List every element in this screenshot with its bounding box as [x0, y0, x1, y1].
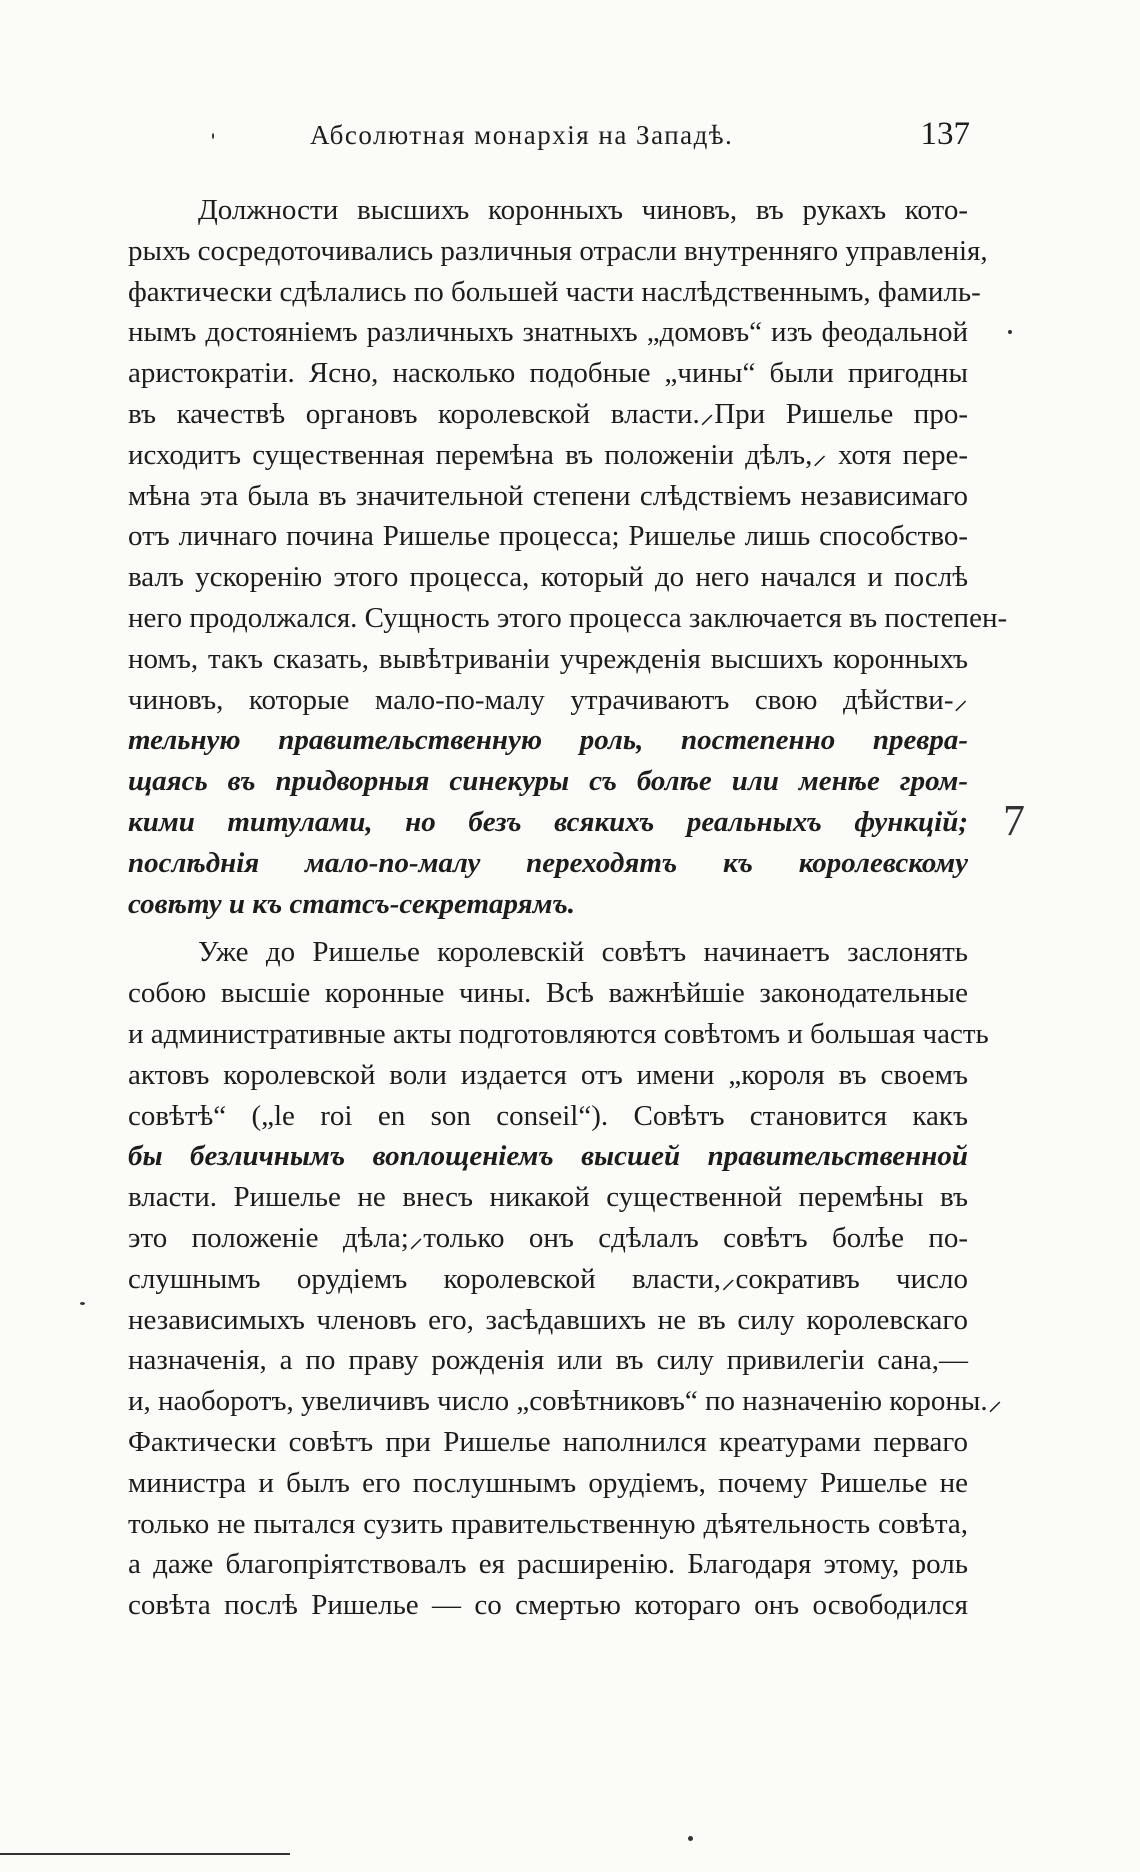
italic-line: тельную правительственную роль, постепенно превра- — [128, 724, 968, 757]
text-line: Фактически совѣтъ при Ришелье наполнился креатурами перваго — [128, 1425, 968, 1458]
text-line: фактически сдѣлались по большей части наслѣдственнымъ, фамиль- — [128, 275, 981, 308]
text-line: назначенія, а по праву рожденія или въ силу привилегіи сана,— — [128, 1344, 968, 1377]
text-line — [128, 843, 968, 884]
ink-speck — [80, 1302, 85, 1305]
italic-line: послѣднія мало-по-малу переходятъ къ королевскому — [128, 846, 968, 879]
text-line — [128, 761, 968, 802]
ink-speck — [212, 133, 214, 139]
text-line — [128, 802, 968, 843]
italic-line: совѣту и къ статсъ-секретарямъ. — [128, 887, 575, 920]
italic-line: бы безличнымъ воплощеніемъ высшей правительственной — [128, 1140, 968, 1173]
text-line: мѣна эта была въ значительной степени слѣдствіемъ независимаго — [128, 479, 968, 512]
text-line: номъ, такъ сказать, вывѣтриваніи учрежденія высшихъ коронныхъ — [128, 642, 968, 675]
text-line: Уже до Ришелье королевскій совѣтъ начинаетъ заслонять — [198, 936, 968, 969]
running-title: Абсолютная монархія на Западѣ. — [310, 120, 734, 150]
text-line: чиновъ, которые мало-по-малу утрачиваютъ свою дѣйстви-⸝ — [128, 683, 968, 716]
text-line: это положеніе дѣла;⸝только онъ сдѣлалъ совѣтъ болѣе по- — [128, 1221, 968, 1254]
text-line: исходитъ существенная перемѣна въ положеніи дѣлъ,⸝ хотя пере- — [128, 438, 968, 471]
text-line: въ качествѣ органовъ королевской власти.⸝При Ришелье про- — [128, 397, 968, 430]
text-line: только не пытался сузить правительственную дѣятельность совѣта, — [128, 1507, 968, 1540]
margin-note: 7 — [1003, 796, 1025, 845]
text-line: независимыхъ членовъ его, засѣдавшихъ не въ силу королевскаго — [128, 1303, 968, 1336]
text-line: а даже благопріятствовалъ ея расширенію. Благодаря этому, роль — [128, 1548, 968, 1581]
ink-speck — [1008, 330, 1012, 334]
text-line — [128, 720, 968, 761]
ink-speck — [688, 1836, 693, 1841]
italic-line: кими титулами, но безъ всякихъ реальныхъ функцій; — [128, 805, 968, 838]
italic-line: щаясь въ придворныя синекуры съ болѣе или менѣе гром- — [128, 765, 968, 798]
text-line — [128, 884, 968, 925]
text-line: и административные акты подготовляются совѣтомъ и большая часть — [128, 1017, 989, 1050]
bottom-rule — [0, 1853, 290, 1855]
text-line: нымъ достояніемъ различныхъ знатныхъ „домовъ“ изъ феодальной — [128, 316, 968, 349]
running-header — [130, 116, 970, 160]
text-line: власти. Ришелье не внесъ никакой существенной перемѣны въ — [128, 1181, 968, 1214]
text-line: слушнымъ орудіемъ королевской власти,⸝сокративъ число — [128, 1262, 968, 1295]
text-line: него продолжался. Сущность этого процесса заключается въ постепен- — [128, 601, 1008, 634]
text-line: Должности высшихъ коронныхъ чиновъ, въ рукахъ кото- — [198, 194, 968, 226]
text-line: совѣтѣ“ („le roi en son conseil“). Совѣтъ становится какъ — [128, 1099, 968, 1132]
text-line: и, наоборотъ, увеличивъ число „совѣтниковъ“ по назначенію короны.⸝ — [128, 1385, 1003, 1418]
text-line: собою высшіе коронные чины. Всѣ важнѣйшіе законодательные — [128, 977, 968, 1010]
body-text — [128, 190, 1008, 1626]
text-line: министра и былъ его послушнымъ орудіемъ, почему Ришелье не — [128, 1466, 968, 1499]
text-line: актовъ королевской воли издается отъ имени „короля въ своемъ — [128, 1058, 968, 1091]
text-line: отъ личнаго почина Ришелье процесса; Ришелье лишь способство- — [128, 520, 968, 553]
page-number: 137 — [920, 116, 970, 152]
text-line — [128, 1136, 968, 1177]
text-line: аристократіи. Ясно, насколько подобные „чины“ были пригодны — [128, 357, 968, 390]
text-line: валъ ускоренію этого процесса, который до него начался и послѣ — [128, 561, 968, 594]
text-line: рыхъ сосредоточивались различныя отрасли внутренняго управленія, — [128, 234, 988, 267]
text-line: совѣта послѣ Ришелье — со смертью котораго онъ освободился — [128, 1589, 968, 1622]
